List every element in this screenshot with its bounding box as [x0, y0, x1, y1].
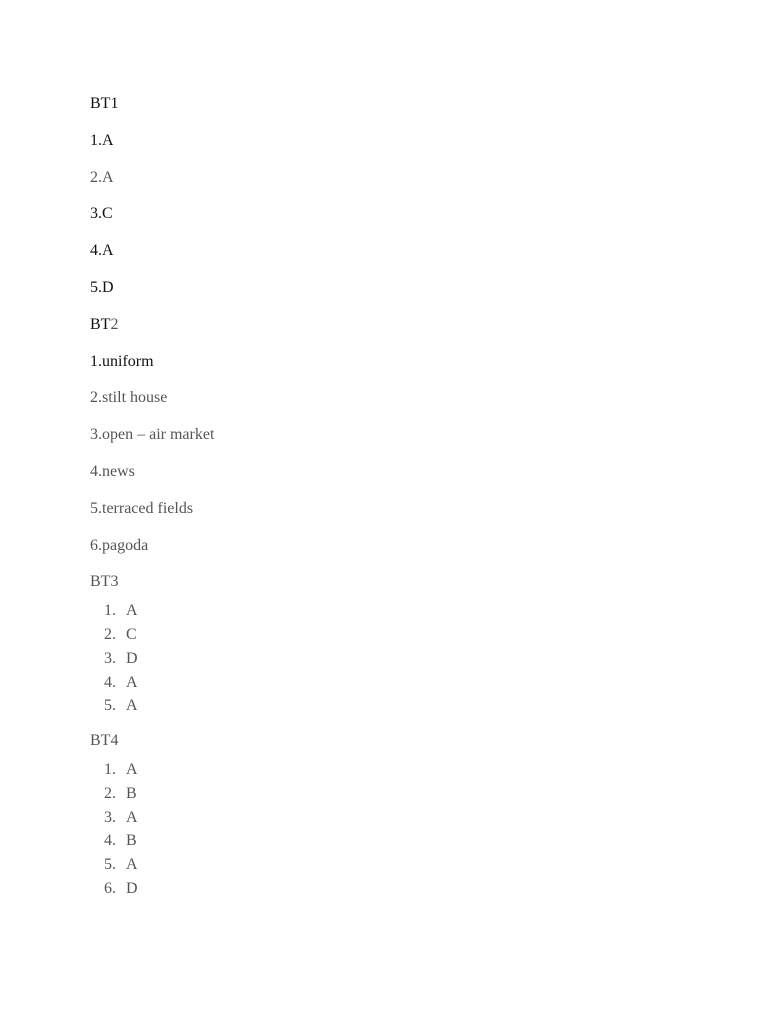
bt4-heading: BT4	[90, 732, 119, 750]
bt2-item: 5.terraced fields	[90, 499, 194, 517]
list-item	[90, 623, 768, 647]
bt2-heading-suffix: 2	[110, 315, 119, 333]
list-item-number: 2.	[104, 625, 116, 643]
list-item-answer: D	[126, 649, 138, 667]
list-item-answer: A	[126, 673, 138, 691]
bt2-item: 6.pagoda	[90, 536, 149, 554]
list-item-number: 4.	[104, 832, 116, 850]
list-item-answer: A	[126, 808, 138, 826]
bt2-item: 2.stilt house	[90, 389, 168, 407]
list-item	[90, 782, 768, 806]
list-item-number: 5.	[104, 856, 116, 874]
bt3-heading: BT3	[90, 573, 119, 591]
bt1-item: 3.C	[90, 205, 113, 223]
list-item-answer: A	[126, 697, 138, 715]
list-item-number: 2.	[104, 784, 116, 802]
list-item-number: 1.	[104, 602, 116, 620]
bt2-item: 3.open – air market	[90, 426, 215, 444]
list-item-answer: A	[126, 760, 138, 778]
bt2-heading	[90, 314, 768, 351]
list-item	[90, 599, 768, 623]
bt4-answer-list	[90, 758, 768, 901]
list-item	[90, 694, 768, 718]
list-item	[90, 758, 768, 782]
bt1-item: 1.A	[90, 131, 114, 149]
list-item	[90, 829, 768, 853]
list-item	[90, 671, 768, 695]
list-item-answer: A	[126, 856, 138, 874]
bt1-item: 2.A	[90, 168, 114, 186]
list-item	[90, 877, 768, 901]
list-item-number: 6.	[104, 879, 116, 897]
bt3-list-wrapper	[90, 599, 768, 718]
list-item	[90, 853, 768, 877]
list-item	[90, 647, 768, 671]
bt3-answer-list	[90, 599, 768, 718]
list-item-answer: D	[126, 879, 138, 897]
list-item-answer: A	[126, 602, 138, 620]
bt2-item: 1.uniform	[90, 352, 154, 370]
bt2-item: 4.news	[90, 462, 135, 480]
list-item-number: 4.	[104, 673, 116, 691]
bt1-heading: BT1	[90, 95, 119, 112]
bt4-list-wrapper	[90, 758, 768, 901]
list-item-answer: B	[126, 832, 137, 850]
list-item	[90, 806, 768, 830]
list-item-number: 3.	[104, 649, 116, 667]
bt2-heading-prefix: BT	[90, 315, 111, 333]
list-item-number: 3.	[104, 808, 116, 826]
bt1-item: 5.D	[90, 278, 114, 296]
list-item-answer: B	[126, 784, 137, 802]
bt1-item: 4.A	[90, 242, 114, 260]
list-item-answer: C	[126, 625, 137, 643]
list-item-number: 1.	[104, 760, 116, 778]
list-item-number: 5.	[104, 697, 116, 715]
